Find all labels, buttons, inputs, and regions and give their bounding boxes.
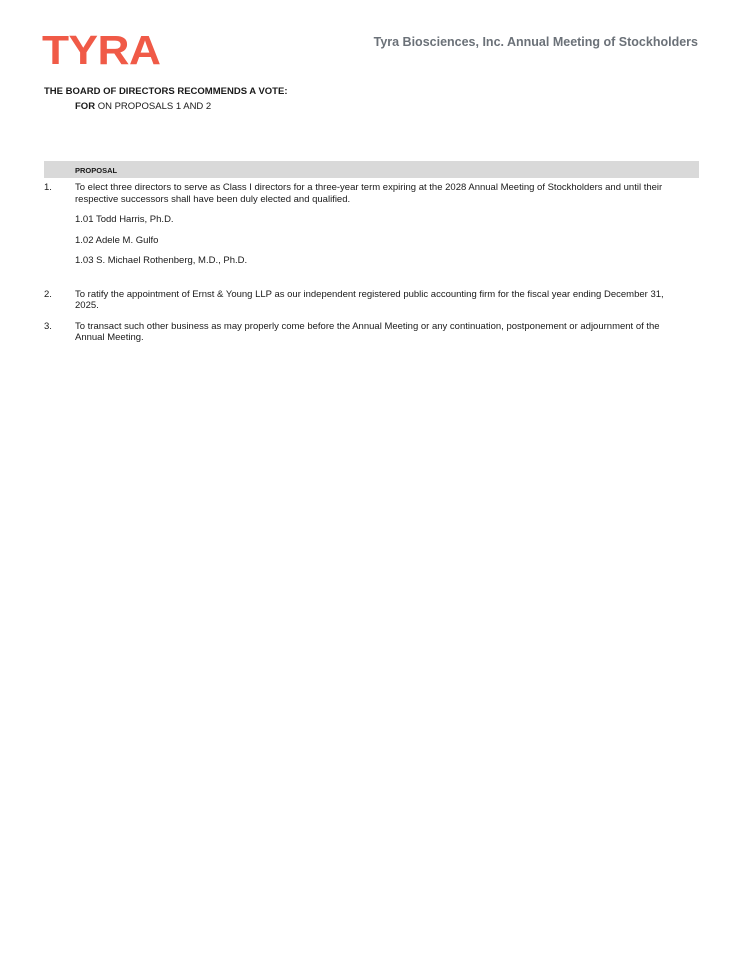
nominee-1: 1.01 Todd Harris, Ph.D. bbox=[75, 214, 174, 225]
proposal-number: 1. bbox=[44, 182, 52, 193]
proposal-list bbox=[44, 182, 684, 344]
tyra-logo: TYRA bbox=[42, 27, 161, 73]
proposal-text: To elect three directors to serve as Class I directors for a three-year term expiring at the 2028 Annual Meeting of Stockholders and until their respective successors shall have been duly elected and qualified. bbox=[75, 182, 663, 205]
proposal-item-1 bbox=[44, 182, 684, 205]
proposal-text: To ratify the appointment of Ernst & Young LLP as our independent registered public accounting firm for the fiscal year ending December 31, 2025. bbox=[75, 288, 664, 311]
proposal-number: 2. bbox=[44, 288, 52, 300]
proposal-item-3 bbox=[44, 321, 684, 344]
vote-word: FOR bbox=[75, 101, 96, 112]
proposal-header-label: PROPOSAL bbox=[75, 166, 118, 175]
proposal-item-2 bbox=[44, 289, 684, 312]
board-recommendation bbox=[44, 86, 288, 112]
vote-rest: ON PROPOSALS 1 AND 2 bbox=[95, 101, 212, 112]
recommendation-line bbox=[44, 101, 288, 112]
document-title: Tyra Biosciences, Inc. Annual Meeting of Stockholders bbox=[373, 35, 698, 49]
recommendation-heading: THE BOARD OF DIRECTORS RECOMMENDS A VOTE: bbox=[44, 86, 288, 97]
proposal-number: 3. bbox=[44, 320, 52, 332]
proposal-header-bar bbox=[44, 161, 699, 178]
nominee-3: 1.03 S. Michael Rothenberg, M.D., Ph.D. bbox=[75, 255, 248, 266]
nominee-2: 1.02 Adele M. Gulfo bbox=[75, 234, 159, 246]
proposal-text: To transact such other business as may properly come before the Annual Meeting or any continuation, postponement or adjournment of the Annual Meeting. bbox=[75, 320, 660, 343]
